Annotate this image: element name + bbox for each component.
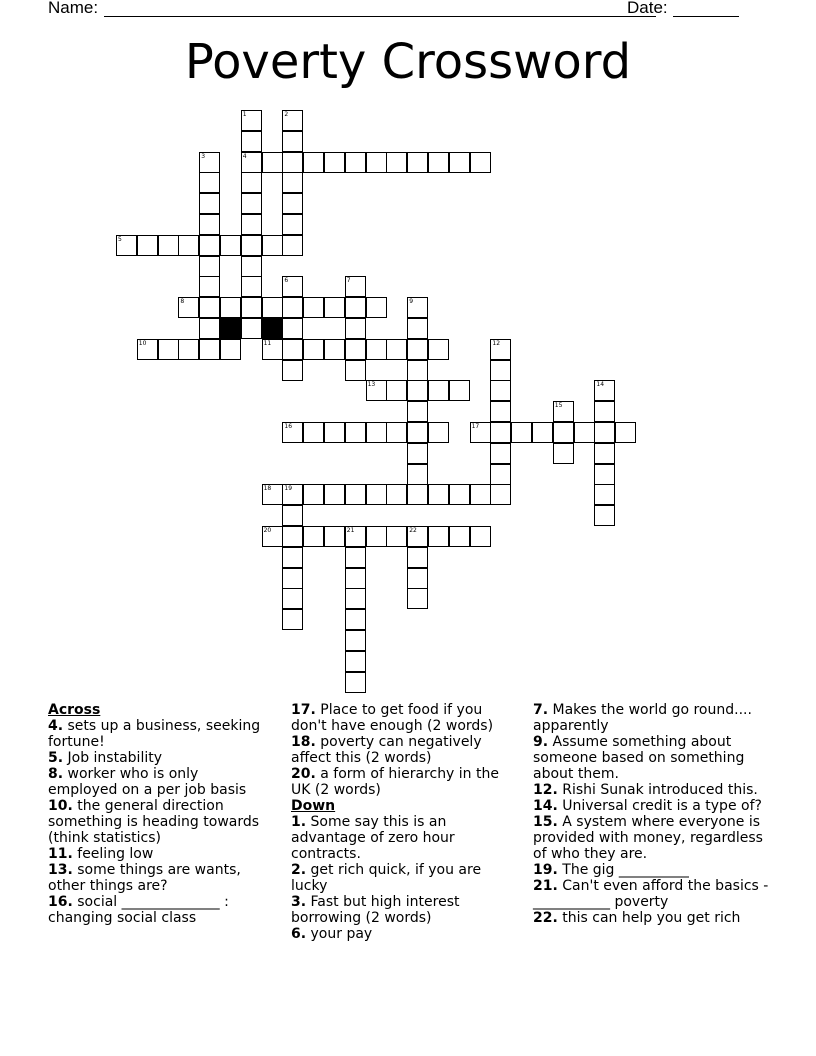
cell-number: 19 bbox=[284, 485, 293, 493]
grid-cell[interactable] bbox=[345, 484, 366, 505]
grid-cell[interactable] bbox=[470, 526, 491, 547]
grid-cell[interactable] bbox=[282, 131, 303, 152]
clue-down-1: 1. Some say this is an advantage of zero hour contracts. bbox=[291, 814, 455, 862]
grid-cell[interactable] bbox=[470, 484, 491, 505]
grid-cell[interactable] bbox=[490, 484, 511, 505]
grid-cell[interactable] bbox=[594, 422, 615, 443]
clue-across-11: 11. feeling low bbox=[48, 846, 154, 862]
clue-across-8: 8. worker who is only employed on a per job basis bbox=[48, 766, 247, 798]
grid-cell[interactable] bbox=[449, 380, 470, 401]
grid-cell[interactable] bbox=[511, 422, 532, 443]
grid-cell[interactable] bbox=[345, 568, 366, 589]
grid-cell[interactable] bbox=[366, 339, 387, 360]
cell-number: 12 bbox=[492, 339, 501, 347]
clue-down-22: 22. this can help you get rich bbox=[533, 910, 741, 926]
grid-cell[interactable] bbox=[345, 651, 366, 672]
grid-cell[interactable] bbox=[282, 318, 303, 339]
grid-cell[interactable] bbox=[407, 484, 428, 505]
clue-across-10: 10. the general direction something is heading towards (think statistics) bbox=[48, 798, 260, 846]
grid-cell[interactable] bbox=[532, 422, 553, 443]
grid-cell[interactable] bbox=[241, 297, 262, 318]
grid-cell[interactable] bbox=[178, 297, 199, 318]
grid-cell[interactable] bbox=[303, 422, 324, 443]
clue-down-2: 2. get rich quick, if you are lucky bbox=[291, 862, 482, 894]
grid-cell[interactable] bbox=[199, 152, 220, 173]
grid-cell[interactable] bbox=[241, 172, 262, 193]
grid-cell[interactable] bbox=[345, 630, 366, 651]
grid-cell[interactable] bbox=[220, 339, 241, 360]
grid-cell[interactable] bbox=[490, 443, 511, 464]
grid-cell[interactable] bbox=[428, 422, 449, 443]
grid-cell[interactable] bbox=[490, 380, 511, 401]
clue-across-5: 5. Job instability bbox=[48, 750, 163, 766]
grid-cell[interactable] bbox=[345, 526, 366, 547]
cell-number: 20 bbox=[263, 527, 272, 534]
grid-cell[interactable] bbox=[594, 484, 615, 505]
grid-cell[interactable] bbox=[407, 360, 428, 381]
clue-across-18: 18. poverty can negatively affect this (2 words) bbox=[291, 734, 482, 766]
clue-down-12: 12. Rishi Sunak introduced this. bbox=[533, 782, 758, 798]
grid-cell[interactable] bbox=[386, 526, 407, 547]
cell-number: 2 bbox=[284, 111, 289, 118]
grid-cell[interactable] bbox=[220, 235, 241, 256]
grid-cell[interactable] bbox=[366, 152, 387, 173]
grid-cell[interactable] bbox=[553, 422, 574, 443]
grid-cell[interactable] bbox=[470, 152, 491, 173]
grid-cell[interactable] bbox=[282, 214, 303, 235]
cell-number: 6 bbox=[284, 277, 289, 285]
grid-cell[interactable] bbox=[282, 339, 303, 360]
grid-cell[interactable] bbox=[553, 443, 574, 464]
clues-column-2 bbox=[291, 702, 513, 942]
clue-down-3: 3. Fast but high interest borrowing (2 words) bbox=[291, 894, 460, 926]
grid-cell[interactable] bbox=[345, 547, 366, 568]
grid-cell[interactable] bbox=[428, 484, 449, 505]
clue-across-17: 17. Place to get food if you don't have enough (2 words) bbox=[291, 702, 494, 734]
date-label: Date: bbox=[627, 0, 668, 17]
grid-cell[interactable] bbox=[615, 422, 636, 443]
grid-cell[interactable] bbox=[345, 609, 366, 630]
grid-cell[interactable] bbox=[594, 505, 615, 526]
grid-cell[interactable] bbox=[158, 339, 179, 360]
grid-cell[interactable] bbox=[470, 422, 491, 443]
grid-cell[interactable] bbox=[282, 505, 303, 526]
grid-cell[interactable] bbox=[345, 588, 366, 609]
cell-number: 21 bbox=[346, 527, 355, 534]
clue-down-21: 21. Can't even afford the basics - ___________ poverty bbox=[533, 878, 769, 910]
grid-cell[interactable] bbox=[241, 131, 262, 152]
grid-cell[interactable] bbox=[490, 339, 511, 360]
grid-cell[interactable] bbox=[324, 297, 345, 318]
grid-cell[interactable] bbox=[407, 422, 428, 443]
grid-cell[interactable] bbox=[241, 235, 262, 256]
grid-cell[interactable] bbox=[241, 193, 262, 214]
grid-cell[interactable] bbox=[428, 380, 449, 401]
grid-cell[interactable] bbox=[282, 276, 303, 297]
grid-cell[interactable] bbox=[282, 609, 303, 630]
grid-cell[interactable] bbox=[199, 235, 220, 256]
grid-cell[interactable] bbox=[428, 339, 449, 360]
grid-cell[interactable] bbox=[116, 235, 137, 256]
black-cell bbox=[262, 318, 283, 339]
grid-cell[interactable] bbox=[178, 339, 199, 360]
grid-cell[interactable] bbox=[282, 110, 303, 131]
clue-across-4: 4. sets up a business, seeking fortune! bbox=[48, 718, 261, 750]
grid-cell[interactable] bbox=[282, 360, 303, 381]
cell-number: 7 bbox=[346, 277, 351, 285]
grid-cell[interactable] bbox=[449, 152, 470, 173]
clue-down-7: 7. Makes the world go round.... apparently bbox=[533, 702, 752, 734]
grid-cell[interactable] bbox=[282, 297, 303, 318]
grid-cell[interactable] bbox=[345, 152, 366, 173]
grid-cell[interactable] bbox=[594, 464, 615, 485]
grid-cell[interactable] bbox=[262, 152, 283, 173]
grid-cell[interactable] bbox=[241, 152, 262, 173]
grid-cell[interactable] bbox=[199, 318, 220, 339]
grid-cell[interactable] bbox=[178, 235, 199, 256]
grid-cell[interactable] bbox=[282, 588, 303, 609]
grid-cell[interactable] bbox=[324, 339, 345, 360]
clue-down-15: 15. A system where everyone is provided with money, regardless of who they are. bbox=[533, 814, 763, 862]
grid-cell[interactable] bbox=[490, 360, 511, 381]
grid-cell[interactable] bbox=[262, 526, 283, 547]
grid-cell[interactable] bbox=[366, 484, 387, 505]
grid-cell[interactable] bbox=[199, 276, 220, 297]
clue-across-16: 16. social ______________ : changing social class bbox=[48, 894, 229, 926]
down-heading: Down bbox=[291, 798, 336, 814]
grid-cell[interactable] bbox=[199, 193, 220, 214]
grid-cell[interactable] bbox=[407, 568, 428, 589]
cell-number: 9 bbox=[409, 298, 414, 306]
grid-cell[interactable] bbox=[345, 360, 366, 381]
grid-cell[interactable] bbox=[366, 297, 387, 318]
grid-cell[interactable] bbox=[324, 526, 345, 547]
grid-cell[interactable] bbox=[345, 422, 366, 443]
grid-cell[interactable] bbox=[386, 339, 407, 360]
grid-cell[interactable] bbox=[366, 422, 387, 443]
cell-number: 1 bbox=[242, 111, 247, 118]
grid-cell[interactable] bbox=[407, 464, 428, 485]
across-heading: Across bbox=[48, 702, 101, 718]
grid-cell[interactable] bbox=[366, 380, 387, 401]
grid-cell[interactable] bbox=[407, 297, 428, 318]
grid-cell[interactable] bbox=[490, 464, 511, 485]
grid-cell[interactable] bbox=[303, 152, 324, 173]
grid-cell[interactable] bbox=[220, 297, 241, 318]
grid-cell[interactable] bbox=[345, 318, 366, 339]
grid-cell[interactable] bbox=[594, 401, 615, 422]
grid-cell[interactable] bbox=[407, 380, 428, 401]
clue-across-13: 13. some things are wants, other things are? bbox=[48, 862, 241, 894]
grid-cell[interactable] bbox=[345, 672, 366, 693]
clue-down-14: 14. Universal credit is a type of? bbox=[533, 798, 762, 814]
clue-down-19: 19. The gig __________ bbox=[533, 862, 689, 878]
grid-cell[interactable] bbox=[407, 339, 428, 360]
grid-cell[interactable] bbox=[282, 422, 303, 443]
grid-cell[interactable] bbox=[407, 318, 428, 339]
clue-across-20: 20. a form of hierarchy in the UK (2 words) bbox=[291, 766, 499, 798]
grid-cell[interactable] bbox=[199, 256, 220, 277]
clues-column-3 bbox=[533, 702, 773, 926]
grid-cell[interactable] bbox=[345, 297, 366, 318]
grid-cell[interactable] bbox=[407, 588, 428, 609]
grid-cell[interactable] bbox=[137, 235, 158, 256]
grid-cell[interactable] bbox=[282, 484, 303, 505]
grid-cell[interactable] bbox=[199, 339, 220, 360]
cell-number: 5 bbox=[118, 235, 122, 243]
grid-cell[interactable] bbox=[345, 339, 366, 360]
cell-number: 11 bbox=[263, 339, 272, 347]
name-label: Name: bbox=[48, 0, 99, 17]
cell-number: 8 bbox=[180, 298, 185, 306]
grid-cell[interactable] bbox=[303, 297, 324, 318]
grid-cell[interactable] bbox=[262, 339, 283, 360]
cell-number: 10 bbox=[138, 339, 147, 347]
cell-number: 15 bbox=[554, 402, 563, 410]
grid-cell[interactable] bbox=[386, 152, 407, 173]
grid-cell[interactable] bbox=[199, 214, 220, 235]
grid-cell[interactable] bbox=[407, 443, 428, 464]
grid-cell[interactable] bbox=[241, 318, 262, 339]
grid-cell[interactable] bbox=[241, 276, 262, 297]
grid-cell[interactable] bbox=[199, 172, 220, 193]
grid-cell[interactable] bbox=[574, 422, 595, 443]
cell-number: 3 bbox=[201, 152, 206, 160]
grid-cell[interactable] bbox=[324, 422, 345, 443]
grid-cell[interactable] bbox=[282, 568, 303, 589]
grid-cell[interactable] bbox=[594, 380, 615, 401]
cell-number: 13 bbox=[367, 381, 376, 389]
grid-cell[interactable] bbox=[594, 443, 615, 464]
cell-number: 22 bbox=[409, 527, 417, 534]
clue-down-6: 6. your pay bbox=[291, 926, 373, 942]
grid-cell[interactable] bbox=[241, 110, 262, 131]
grid-cell[interactable] bbox=[324, 152, 345, 173]
grid-cell[interactable] bbox=[407, 152, 428, 173]
grid-cell[interactable] bbox=[366, 526, 387, 547]
grid-cell[interactable] bbox=[241, 214, 262, 235]
grid-cell[interactable] bbox=[407, 526, 428, 547]
grid-cell[interactable] bbox=[282, 547, 303, 568]
grid-cell[interactable] bbox=[137, 339, 158, 360]
grid-cell[interactable] bbox=[386, 484, 407, 505]
page-title: Poverty Crossword bbox=[184, 34, 632, 90]
grid-cell[interactable] bbox=[449, 484, 470, 505]
grid-cell[interactable] bbox=[241, 256, 262, 277]
cell-number: 18 bbox=[263, 485, 272, 493]
cell-number: 14 bbox=[596, 381, 605, 389]
grid-cell[interactable] bbox=[282, 526, 303, 547]
grid-cell[interactable] bbox=[158, 235, 179, 256]
grid-cell[interactable] bbox=[386, 422, 407, 443]
grid-cell[interactable] bbox=[282, 172, 303, 193]
grid-cell[interactable] bbox=[199, 297, 220, 318]
grid-cell[interactable] bbox=[303, 484, 324, 505]
grid-cell[interactable] bbox=[386, 380, 407, 401]
grid-cell[interactable] bbox=[262, 484, 283, 505]
cell-number: 4 bbox=[242, 152, 247, 160]
grid-cell[interactable] bbox=[282, 152, 303, 173]
grid-cell[interactable] bbox=[407, 547, 428, 568]
grid-cell[interactable] bbox=[324, 484, 345, 505]
grid-cell[interactable] bbox=[303, 339, 324, 360]
grid-cell[interactable] bbox=[449, 526, 470, 547]
grid-cell[interactable] bbox=[345, 276, 366, 297]
clues-column-1 bbox=[48, 702, 270, 926]
grid-cell[interactable] bbox=[407, 401, 428, 422]
grid-cell[interactable] bbox=[262, 235, 283, 256]
black-cell bbox=[220, 318, 241, 339]
grid-cell[interactable] bbox=[490, 422, 511, 443]
cell-number: 16 bbox=[284, 423, 293, 430]
clue-down-9: 9. Assume something about someone based on something about them. bbox=[533, 734, 745, 782]
grid-cell[interactable] bbox=[428, 152, 449, 173]
grid-cell[interactable] bbox=[282, 235, 303, 256]
grid-cell[interactable] bbox=[490, 401, 511, 422]
grid-cell[interactable] bbox=[428, 526, 449, 547]
grid-cell[interactable] bbox=[303, 526, 324, 547]
cell-number: 17 bbox=[471, 423, 480, 430]
grid-cell[interactable] bbox=[553, 401, 574, 422]
grid-cell[interactable] bbox=[262, 297, 283, 318]
grid-cell[interactable] bbox=[282, 193, 303, 214]
